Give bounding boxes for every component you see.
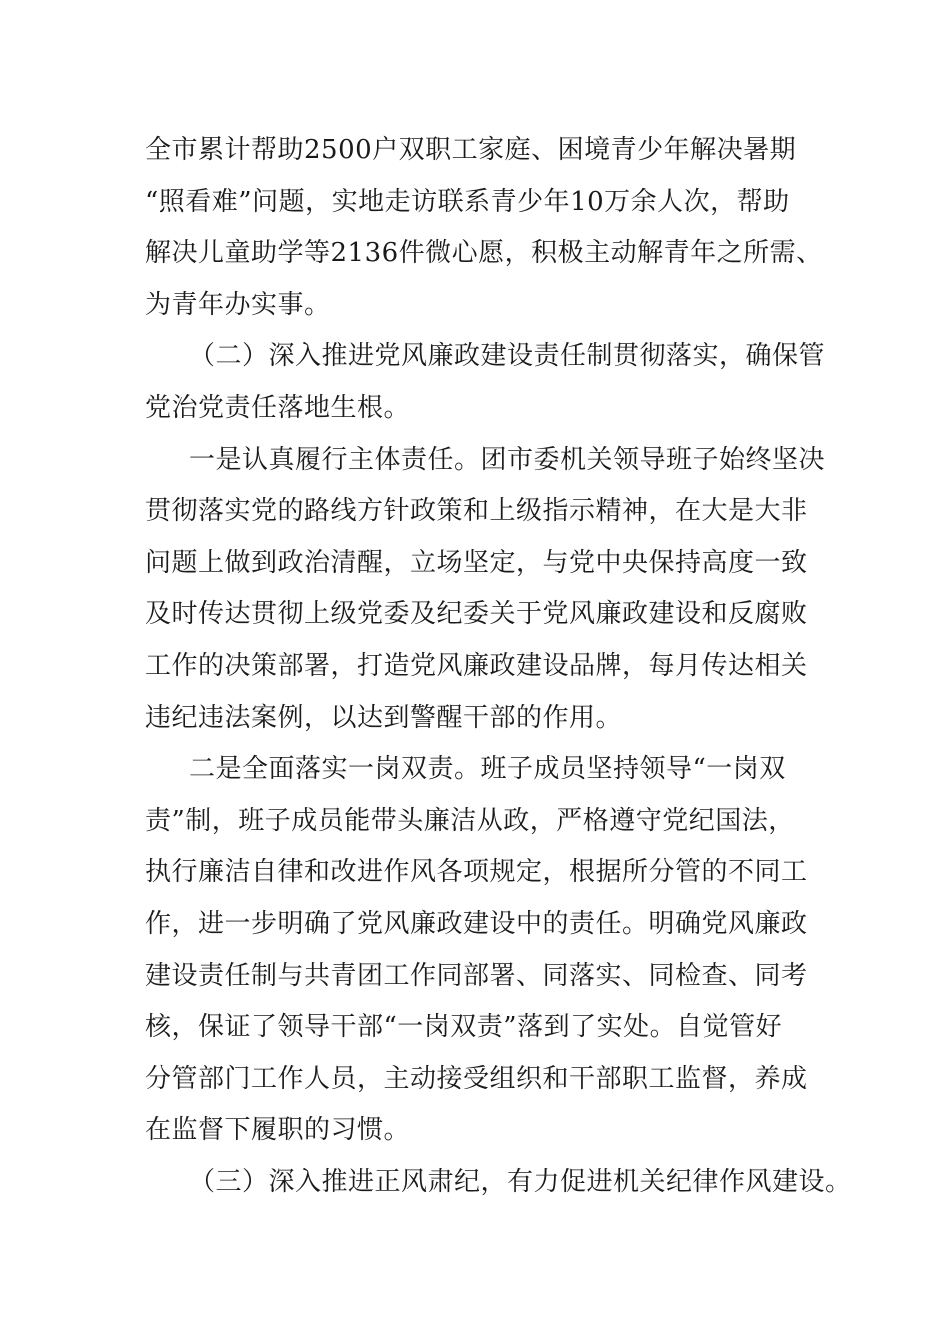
section-heading-continued: 党治党责任落地生根。: [145, 392, 411, 423]
text-line: 分管部门工作人员，主动接受组织和干部职工监督，养成: [145, 1063, 808, 1094]
text-line: 解决儿童助学等2136件微心愿，积极主动解青年之所需、: [145, 238, 823, 269]
text-line: 违纪违法案例，以达到警醒干部的作用。: [145, 702, 623, 733]
text-line: 贯彻落实党的路线方针政策和上级指示精神，在大是大非: [145, 496, 808, 527]
text-line: 责”制，班子成员能带头廉洁从政，严格遵守党纪国法，: [145, 805, 795, 836]
section-heading: （三）深入推进正风肃纪，有力促进机关纪律作风建设。: [189, 1166, 852, 1197]
text-line: 为青年办实事。: [145, 289, 331, 320]
document-body: [145, 125, 852, 1208]
text-line: 一是认真履行主体责任。团市委机关领导班子始终坚决: [189, 444, 826, 475]
text-line: 作，进一步明确了党风廉政建设中的责任。明确党风廉政: [145, 908, 808, 939]
text-line: 建设责任制与共青团工作同部署、同落实、同检查、同考: [145, 960, 808, 991]
text-line: 执行廉洁自律和改进作风各项规定，根据所分管的不同工: [145, 857, 808, 888]
text-line: 核，保证了领导干部“一岗双责”落到了实处。自觉管好: [145, 1012, 783, 1043]
text-line: 问题上做到政治清醒，立场坚定，与党中央保持高度一致: [145, 547, 808, 578]
text-line: 在监督下履职的习惯。: [145, 1115, 411, 1146]
text-line: 工作的决策部署，打造党风廉政建设品牌，每月传达相关: [145, 650, 808, 681]
text-line: 及时传达贯彻上级党委及纪委关于党风廉政建设和反腐败: [145, 599, 808, 630]
text-line: “照看难”问题，实地走访联系青少年10万余人次，帮助: [145, 186, 790, 217]
section-heading: （二）深入推进党风廉政建设责任制贯彻落实，确保管: [189, 341, 826, 372]
text-line: 全市累计帮助2500户双职工家庭、困境青少年解决暑期: [145, 135, 797, 165]
text-line: 二是全面落实一岗双责。班子成员坚持领导“一岗双: [189, 754, 786, 785]
